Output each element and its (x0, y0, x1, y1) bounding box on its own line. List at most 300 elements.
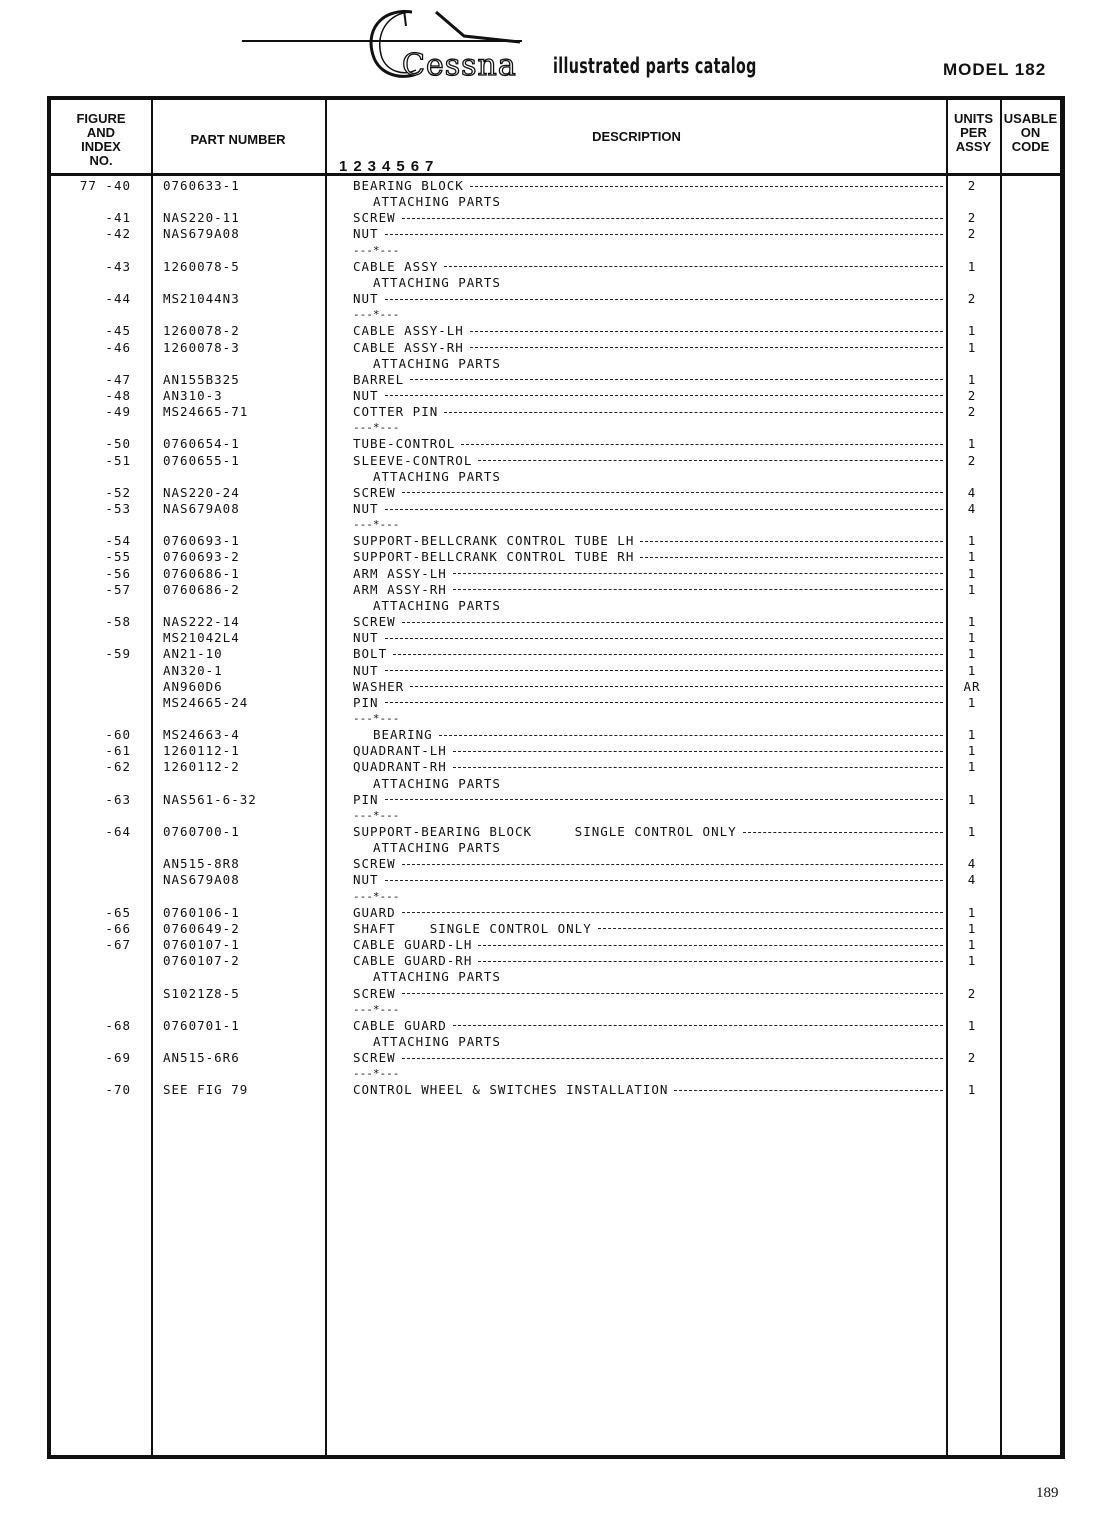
dash-leader (453, 751, 943, 753)
table-row (51, 291, 1060, 307)
table-row (51, 178, 1060, 194)
description (353, 549, 943, 565)
description (353, 533, 943, 549)
description-text: ATTACHING PARTS (373, 840, 501, 856)
table-row (51, 824, 1060, 840)
part-number: NAS222-14 (163, 614, 240, 630)
description (353, 743, 943, 759)
figure-index: -62 (105, 759, 131, 775)
description-text: ---*--- (353, 308, 400, 322)
dash-leader (470, 186, 943, 188)
part-number: 0760693-2 (163, 549, 240, 565)
figure-index: -65 (105, 904, 131, 920)
figure-index: -66 (105, 920, 131, 936)
dash-leader (439, 735, 943, 737)
description (353, 291, 943, 307)
table-row (51, 533, 1060, 549)
figure-index: -54 (105, 533, 131, 549)
description-text: CABLE ASSY-LH (353, 323, 464, 339)
part-number: NAS679A08 (163, 501, 240, 516)
part-number: NAS561-6-32 (163, 791, 257, 807)
dash-leader (385, 638, 943, 640)
table-row (51, 549, 1060, 565)
part-number: 1260112-1 (163, 743, 240, 759)
description (373, 598, 501, 614)
dash-leader (393, 654, 943, 656)
part-number: 0760686-1 (163, 565, 240, 581)
units-per-assy: 1 (967, 1017, 977, 1033)
part-number: 0760649-2 (163, 920, 240, 936)
table-row (51, 695, 1060, 711)
separator (353, 1002, 399, 1018)
description (353, 372, 943, 388)
description (373, 840, 501, 856)
dash-leader (402, 492, 943, 494)
catalog-title: illustrated parts catalog (553, 54, 757, 78)
units-per-assy: 1 (967, 662, 977, 678)
table-row (51, 323, 1060, 339)
table-row (51, 743, 1060, 759)
description (353, 824, 943, 840)
dash-leader (385, 509, 943, 511)
description (353, 759, 943, 775)
description (353, 921, 943, 937)
part-number: 1260078-3 (163, 339, 240, 355)
table-row (51, 210, 1060, 226)
figure-index: -49 (105, 404, 131, 420)
table-row (51, 307, 1060, 323)
figure-index: -64 (105, 824, 131, 839)
units-per-assy: 1 (967, 920, 977, 936)
table-row (51, 372, 1060, 388)
table-row (51, 566, 1060, 582)
description-text: SCREW (353, 614, 396, 630)
table-row (51, 582, 1060, 598)
dash-leader (444, 266, 943, 268)
description-text: NUT (353, 630, 379, 646)
table-row (51, 792, 1060, 808)
dash-leader (478, 945, 943, 947)
figure-index: -67 (105, 937, 131, 953)
units-per-assy: 1 (967, 258, 977, 274)
dash-leader (453, 573, 943, 575)
description (373, 1034, 501, 1050)
description-text: PIN (353, 791, 379, 807)
part-number: MS21044N3 (163, 291, 240, 307)
units-per-assy: 1 (967, 436, 977, 452)
part-number: 0760107-2 (163, 953, 240, 969)
dash-leader (453, 1025, 943, 1027)
description-text: ---*--- (353, 1067, 400, 1081)
description-text: COTTER PIN (353, 404, 439, 420)
part-number: 0760700-1 (163, 824, 240, 839)
table-row (51, 776, 1060, 792)
cessna-wordmark: Cessna (402, 48, 517, 83)
part-number: S1021Z8-5 (163, 985, 240, 1001)
description-text: TUBE-CONTROL (353, 436, 456, 452)
part-number: NAS220-24 (163, 484, 240, 500)
part-number: 0760107-1 (163, 937, 240, 953)
description-text: ATTACHING PARTS (373, 597, 501, 613)
description (353, 1082, 943, 1098)
table-row (51, 388, 1060, 404)
figure-index: -59 (105, 646, 131, 662)
description-text: BEARING (373, 727, 433, 743)
description-text: ---*--- (353, 808, 400, 822)
units-per-assy: 2 (967, 178, 977, 193)
description (353, 485, 943, 501)
header-units-per-assy: UNITS PER ASSY (954, 111, 993, 154)
part-number: AN515-6R6 (163, 1050, 240, 1066)
part-number: 0760693-1 (163, 533, 240, 549)
table-row (51, 953, 1060, 969)
table-row (51, 517, 1060, 533)
units-per-assy: 2 (967, 985, 977, 1001)
units-per-assy: 1 (967, 339, 977, 355)
units-per-assy: 1 (967, 824, 977, 839)
dash-leader (640, 541, 943, 543)
description (353, 226, 943, 242)
part-number: 1260112-2 (163, 759, 240, 775)
figure-index: -56 (105, 565, 131, 581)
units-per-assy: 1 (967, 1082, 977, 1098)
table-row (51, 614, 1060, 630)
dash-leader (402, 622, 943, 624)
description-text: ---*--- (353, 889, 400, 903)
description-text: QUADRANT-RH (353, 759, 447, 775)
table-row (51, 727, 1060, 743)
description (353, 388, 943, 404)
figure-index: -51 (105, 452, 131, 468)
description (373, 275, 501, 291)
figure-index: -70 (105, 1082, 131, 1098)
description-text: SUPPORT-BEARING BLOCK SINGLE CONTROL ONLY (353, 824, 737, 839)
description-text: NUT (353, 872, 379, 888)
table-row (51, 1050, 1060, 1066)
description (353, 856, 943, 872)
description-text: SHAFT SINGLE CONTROL ONLY (353, 920, 592, 936)
description-text: ---*--- (353, 518, 400, 532)
header-usable-on-code: USABLE ON CODE (1003, 111, 1058, 154)
description (373, 969, 501, 985)
dash-leader (402, 864, 943, 866)
description (353, 614, 943, 630)
description-text: ---*--- (353, 1002, 400, 1016)
part-number: MS24663-4 (163, 727, 240, 743)
description-text: SCREW (353, 484, 396, 500)
dash-leader (598, 928, 943, 930)
figure-index: -69 (105, 1050, 131, 1066)
description-text: ATTACHING PARTS (373, 194, 501, 210)
dash-leader (410, 686, 943, 688)
table-row (51, 436, 1060, 452)
description (353, 679, 943, 695)
description (353, 792, 943, 808)
description-text: QUADRANT-LH (353, 743, 447, 759)
figure-index: -61 (105, 743, 131, 759)
part-number: AN310-3 (163, 387, 223, 403)
units-per-assy: 1 (967, 743, 977, 759)
dash-leader (470, 331, 943, 333)
description (353, 872, 943, 888)
table-row (51, 1066, 1060, 1082)
figure-index: -46 (105, 339, 131, 355)
description (353, 1050, 943, 1066)
dash-leader (385, 670, 943, 672)
figure-index: -41 (105, 210, 131, 226)
table-row (51, 194, 1060, 210)
description (373, 776, 501, 792)
dash-leader (461, 444, 943, 446)
units-per-assy: 1 (967, 727, 977, 743)
description (353, 1018, 943, 1034)
description (353, 937, 943, 953)
dash-leader (478, 460, 943, 462)
description-text: ATTACHING PARTS (373, 775, 501, 791)
part-number: AN960D6 (163, 678, 223, 694)
table-row (51, 889, 1060, 905)
part-number: AN320-1 (163, 662, 223, 678)
part-number: 0760633-1 (163, 178, 240, 193)
description (353, 259, 943, 275)
table-row (51, 679, 1060, 695)
description-text: NUT (353, 662, 379, 678)
description-text: ARM ASSY-LH (353, 565, 447, 581)
description (353, 663, 943, 679)
dash-leader (453, 589, 943, 591)
dash-leader (402, 1058, 943, 1060)
header-indent-levels: 1234567 (339, 158, 440, 175)
figure-index: -48 (105, 387, 131, 403)
description (353, 905, 943, 921)
table-row (51, 598, 1060, 614)
units-per-assy: 2 (967, 1050, 977, 1066)
header-divider (51, 173, 1060, 176)
part-number: MS24665-24 (163, 694, 249, 710)
units-per-assy: 1 (967, 533, 977, 549)
dash-leader (385, 234, 943, 236)
figure-index: -53 (105, 501, 131, 516)
table-row (51, 646, 1060, 662)
units-per-assy: 4 (967, 501, 977, 516)
table-row (51, 420, 1060, 436)
description-text: PIN (353, 694, 379, 710)
table-row (51, 1034, 1060, 1050)
description (353, 404, 943, 420)
separator (353, 517, 399, 533)
units-per-assy: 1 (967, 937, 977, 953)
part-number: 0760686-2 (163, 581, 240, 597)
description-text: ARM ASSY-RH (353, 581, 447, 597)
table-row (51, 840, 1060, 856)
description-text: ATTACHING PARTS (373, 969, 501, 985)
dash-leader (640, 557, 943, 559)
table-row (51, 921, 1060, 937)
separator (353, 420, 399, 436)
dash-leader (385, 299, 943, 301)
units-per-assy: 2 (967, 226, 977, 242)
figure-index: -68 (105, 1017, 131, 1033)
dash-leader (402, 912, 943, 914)
dash-leader (385, 799, 943, 801)
units-per-assy: 1 (967, 565, 977, 581)
table-row (51, 226, 1060, 242)
description (353, 953, 943, 969)
table-row (51, 1018, 1060, 1034)
description (353, 566, 943, 582)
units-per-assy: 1 (967, 791, 977, 807)
units-per-assy: 1 (967, 581, 977, 597)
table-row (51, 356, 1060, 372)
table-row (51, 259, 1060, 275)
separator (353, 711, 399, 727)
dash-leader (478, 961, 943, 963)
description-text: SLEEVE-CONTROL (353, 452, 473, 468)
units-per-assy: 4 (967, 872, 977, 888)
description-text: ---*--- (353, 243, 400, 257)
units-per-assy: 4 (967, 856, 977, 872)
table-row (51, 243, 1060, 259)
units-per-assy: 1 (967, 630, 977, 646)
figure-index: -42 (105, 226, 131, 242)
units-per-assy: 2 (967, 291, 977, 307)
description-text: ATTACHING PARTS (373, 274, 501, 290)
table-row (51, 711, 1060, 727)
part-number: AN21-10 (163, 646, 223, 662)
table-row (51, 856, 1060, 872)
description-text: NUT (353, 387, 379, 403)
part-number: 1260078-2 (163, 323, 240, 339)
description-text: CABLE GUARD-RH (353, 953, 473, 969)
part-number: 0760701-1 (163, 1017, 240, 1033)
units-per-assy: 1 (967, 614, 977, 630)
dash-leader (402, 993, 943, 995)
description-text: SUPPORT-BELLCRANK CONTROL TUBE LH (353, 533, 635, 549)
description (373, 469, 501, 485)
separator (353, 889, 399, 905)
part-number: AN515-8R8 (163, 856, 240, 872)
dash-leader (743, 832, 943, 834)
part-number: 0760106-1 (163, 904, 240, 920)
units-per-assy: 2 (967, 210, 977, 226)
units-per-assy: 1 (967, 759, 977, 775)
units-per-assy: 1 (967, 323, 977, 339)
figure-index: -60 (105, 727, 131, 743)
description (353, 453, 943, 469)
table-row (51, 340, 1060, 356)
dash-leader (453, 767, 943, 769)
figure-index: -55 (105, 549, 131, 565)
separator (353, 243, 399, 259)
description (353, 501, 943, 517)
dash-leader (385, 395, 943, 397)
units-per-assy: 1 (967, 694, 977, 710)
separator (353, 307, 399, 323)
figure-index: -52 (105, 484, 131, 500)
dash-leader (410, 379, 943, 381)
units-per-assy: 2 (967, 387, 977, 403)
description (353, 695, 943, 711)
header-figure-index: FIGURE AND INDEX NO. (76, 111, 126, 168)
units-per-assy: 1 (967, 549, 977, 565)
description (353, 323, 943, 339)
part-number: AN155B325 (163, 371, 240, 387)
description (373, 727, 943, 743)
description-text: ---*--- (353, 421, 400, 435)
figure-index: -50 (105, 436, 131, 452)
table-row (51, 969, 1060, 985)
description-text: NUT (353, 291, 379, 307)
cessna-logo (360, 6, 560, 86)
description-text: SCREW (353, 1050, 396, 1066)
description-text: ATTACHING PARTS (373, 468, 501, 484)
table-row (51, 469, 1060, 485)
units-per-assy: 1 (967, 904, 977, 920)
description-text: CABLE GUARD-LH (353, 937, 473, 953)
part-number: 1260078-5 (163, 258, 240, 274)
description-text: CONTROL WHEEL & SWITCHES INSTALLATION (353, 1082, 669, 1098)
figure-index: -63 (105, 791, 131, 807)
header-description: DESCRIPTION (592, 129, 681, 144)
description (353, 986, 943, 1002)
description (353, 582, 943, 598)
separator (353, 808, 399, 824)
figure-index: -43 (105, 258, 131, 274)
table-row (51, 501, 1060, 517)
part-number: NAS220-11 (163, 210, 240, 226)
table-row (51, 485, 1060, 501)
table-row (51, 872, 1060, 888)
description (373, 356, 501, 372)
description-text: WASHER (353, 678, 405, 694)
table-row (51, 905, 1060, 921)
part-number: 0760654-1 (163, 436, 240, 452)
units-per-assy: 1 (967, 953, 977, 969)
table-row (51, 630, 1060, 646)
description (353, 210, 943, 226)
separator (353, 1066, 399, 1082)
description-text: NUT (353, 226, 379, 242)
table-row (51, 937, 1060, 953)
figure-index: -47 (105, 371, 131, 387)
table-row (51, 759, 1060, 775)
table-row (51, 808, 1060, 824)
description (353, 340, 943, 356)
description-text: CABLE GUARD (353, 1017, 447, 1033)
description-text: GUARD (353, 904, 396, 920)
figure-index: -44 (105, 291, 131, 307)
parts-table (47, 96, 1065, 1459)
dash-leader (385, 880, 943, 882)
description-text: CABLE ASSY (353, 258, 439, 274)
description (353, 646, 943, 662)
figure-index: 77 -40 (79, 178, 131, 193)
table-row (51, 1082, 1060, 1098)
description (353, 178, 943, 194)
description-text: BEARING BLOCK (353, 178, 464, 193)
units-per-assy: 1 (967, 371, 977, 387)
header-part-number: PART NUMBER (190, 132, 286, 147)
description-text: SCREW (353, 210, 396, 226)
table-row (51, 404, 1060, 420)
table-row (51, 986, 1060, 1002)
description-text: CABLE ASSY-RH (353, 339, 464, 355)
figure-index: -57 (105, 581, 131, 597)
description (353, 436, 943, 452)
dash-leader (470, 347, 943, 349)
part-number: 0760655-1 (163, 452, 240, 468)
figure-index: -45 (105, 323, 131, 339)
